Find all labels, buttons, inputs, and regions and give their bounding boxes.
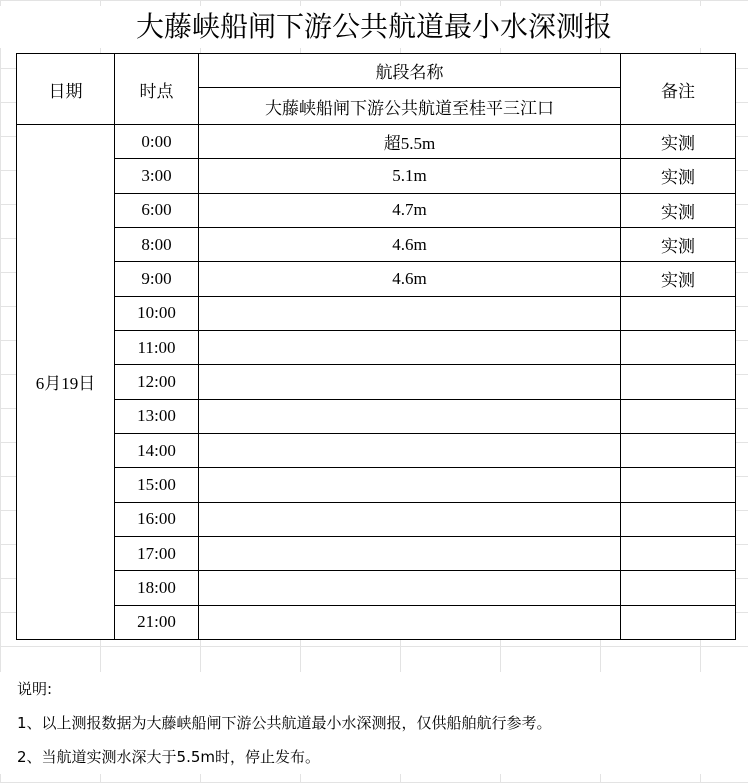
time-cell: 21:00 xyxy=(115,605,199,639)
remark-cell xyxy=(621,536,736,570)
depth-cell: 超5.5m xyxy=(199,125,621,159)
header-remark: 备注 xyxy=(621,54,736,125)
remark-cell: 实测 xyxy=(621,125,736,159)
remark-cell: 实测 xyxy=(621,262,736,296)
note-item-2: 2、当航道实测水深大于5.5m时，停止发布。 xyxy=(0,740,748,774)
time-cell: 15:00 xyxy=(115,468,199,502)
depth-cell xyxy=(199,468,621,502)
header-section-name: 大藤峡船闸下游公共航道至桂平三江口 xyxy=(199,88,621,125)
table-row xyxy=(17,502,736,536)
depth-cell xyxy=(199,536,621,570)
table-row xyxy=(17,399,736,433)
table-row xyxy=(17,330,736,364)
remark-cell xyxy=(621,399,736,433)
remark-cell: 实测 xyxy=(621,227,736,261)
time-cell: 6:00 xyxy=(115,193,199,227)
remark-cell: 实测 xyxy=(621,193,736,227)
table-row xyxy=(17,159,736,193)
time-cell: 16:00 xyxy=(115,502,199,536)
table-row xyxy=(17,536,736,570)
remark-cell xyxy=(621,296,736,330)
time-cell: 13:00 xyxy=(115,399,199,433)
table-row xyxy=(17,262,736,296)
remark-cell xyxy=(621,502,736,536)
remark-cell xyxy=(621,330,736,364)
report-title: 大藤峡船闸下游公共航道最小水深测报 xyxy=(0,6,748,48)
header-section-label: 航段名称 xyxy=(199,54,621,88)
depth-cell xyxy=(199,571,621,605)
table-row xyxy=(17,605,736,639)
depth-cell: 4.7m xyxy=(199,193,621,227)
time-cell: 10:00 xyxy=(115,296,199,330)
time-cell: 9:00 xyxy=(115,262,199,296)
time-cell: 14:00 xyxy=(115,433,199,467)
table-row xyxy=(17,296,736,330)
depth-cell: 4.6m xyxy=(199,227,621,261)
remark-cell: 实测 xyxy=(621,159,736,193)
depth-cell: 4.6m xyxy=(199,262,621,296)
table-row xyxy=(17,227,736,261)
table-row xyxy=(17,365,736,399)
depth-cell xyxy=(199,399,621,433)
remark-cell xyxy=(621,365,736,399)
time-cell: 8:00 xyxy=(115,227,199,261)
header-date: 日期 xyxy=(17,54,115,125)
depth-report-table xyxy=(16,53,736,640)
note-item-1: 1、以上测报数据为大藤峡船闸下游公共航道最小水深测报，仅供船舶航行参考。 xyxy=(0,706,748,740)
time-cell: 17:00 xyxy=(115,536,199,570)
table-row xyxy=(17,193,736,227)
depth-cell xyxy=(199,296,621,330)
time-cell: 3:00 xyxy=(115,159,199,193)
header-time: 时点 xyxy=(115,54,199,125)
remark-cell xyxy=(621,571,736,605)
table-row xyxy=(17,433,736,467)
time-cell: 0:00 xyxy=(115,125,199,159)
depth-cell xyxy=(199,365,621,399)
time-cell: 18:00 xyxy=(115,571,199,605)
depth-cell xyxy=(199,330,621,364)
table-row xyxy=(17,125,736,159)
depth-cell: 5.1m xyxy=(199,159,621,193)
time-cell: 11:00 xyxy=(115,330,199,364)
remark-cell xyxy=(621,468,736,502)
date-cell: 6月19日 xyxy=(17,125,115,640)
notes-heading: 说明: xyxy=(0,672,748,706)
remark-cell xyxy=(621,433,736,467)
depth-cell xyxy=(199,502,621,536)
table-row xyxy=(17,468,736,502)
depth-cell xyxy=(199,433,621,467)
table-row xyxy=(17,571,736,605)
remark-cell xyxy=(621,605,736,639)
depth-cell xyxy=(199,605,621,639)
time-cell: 12:00 xyxy=(115,365,199,399)
